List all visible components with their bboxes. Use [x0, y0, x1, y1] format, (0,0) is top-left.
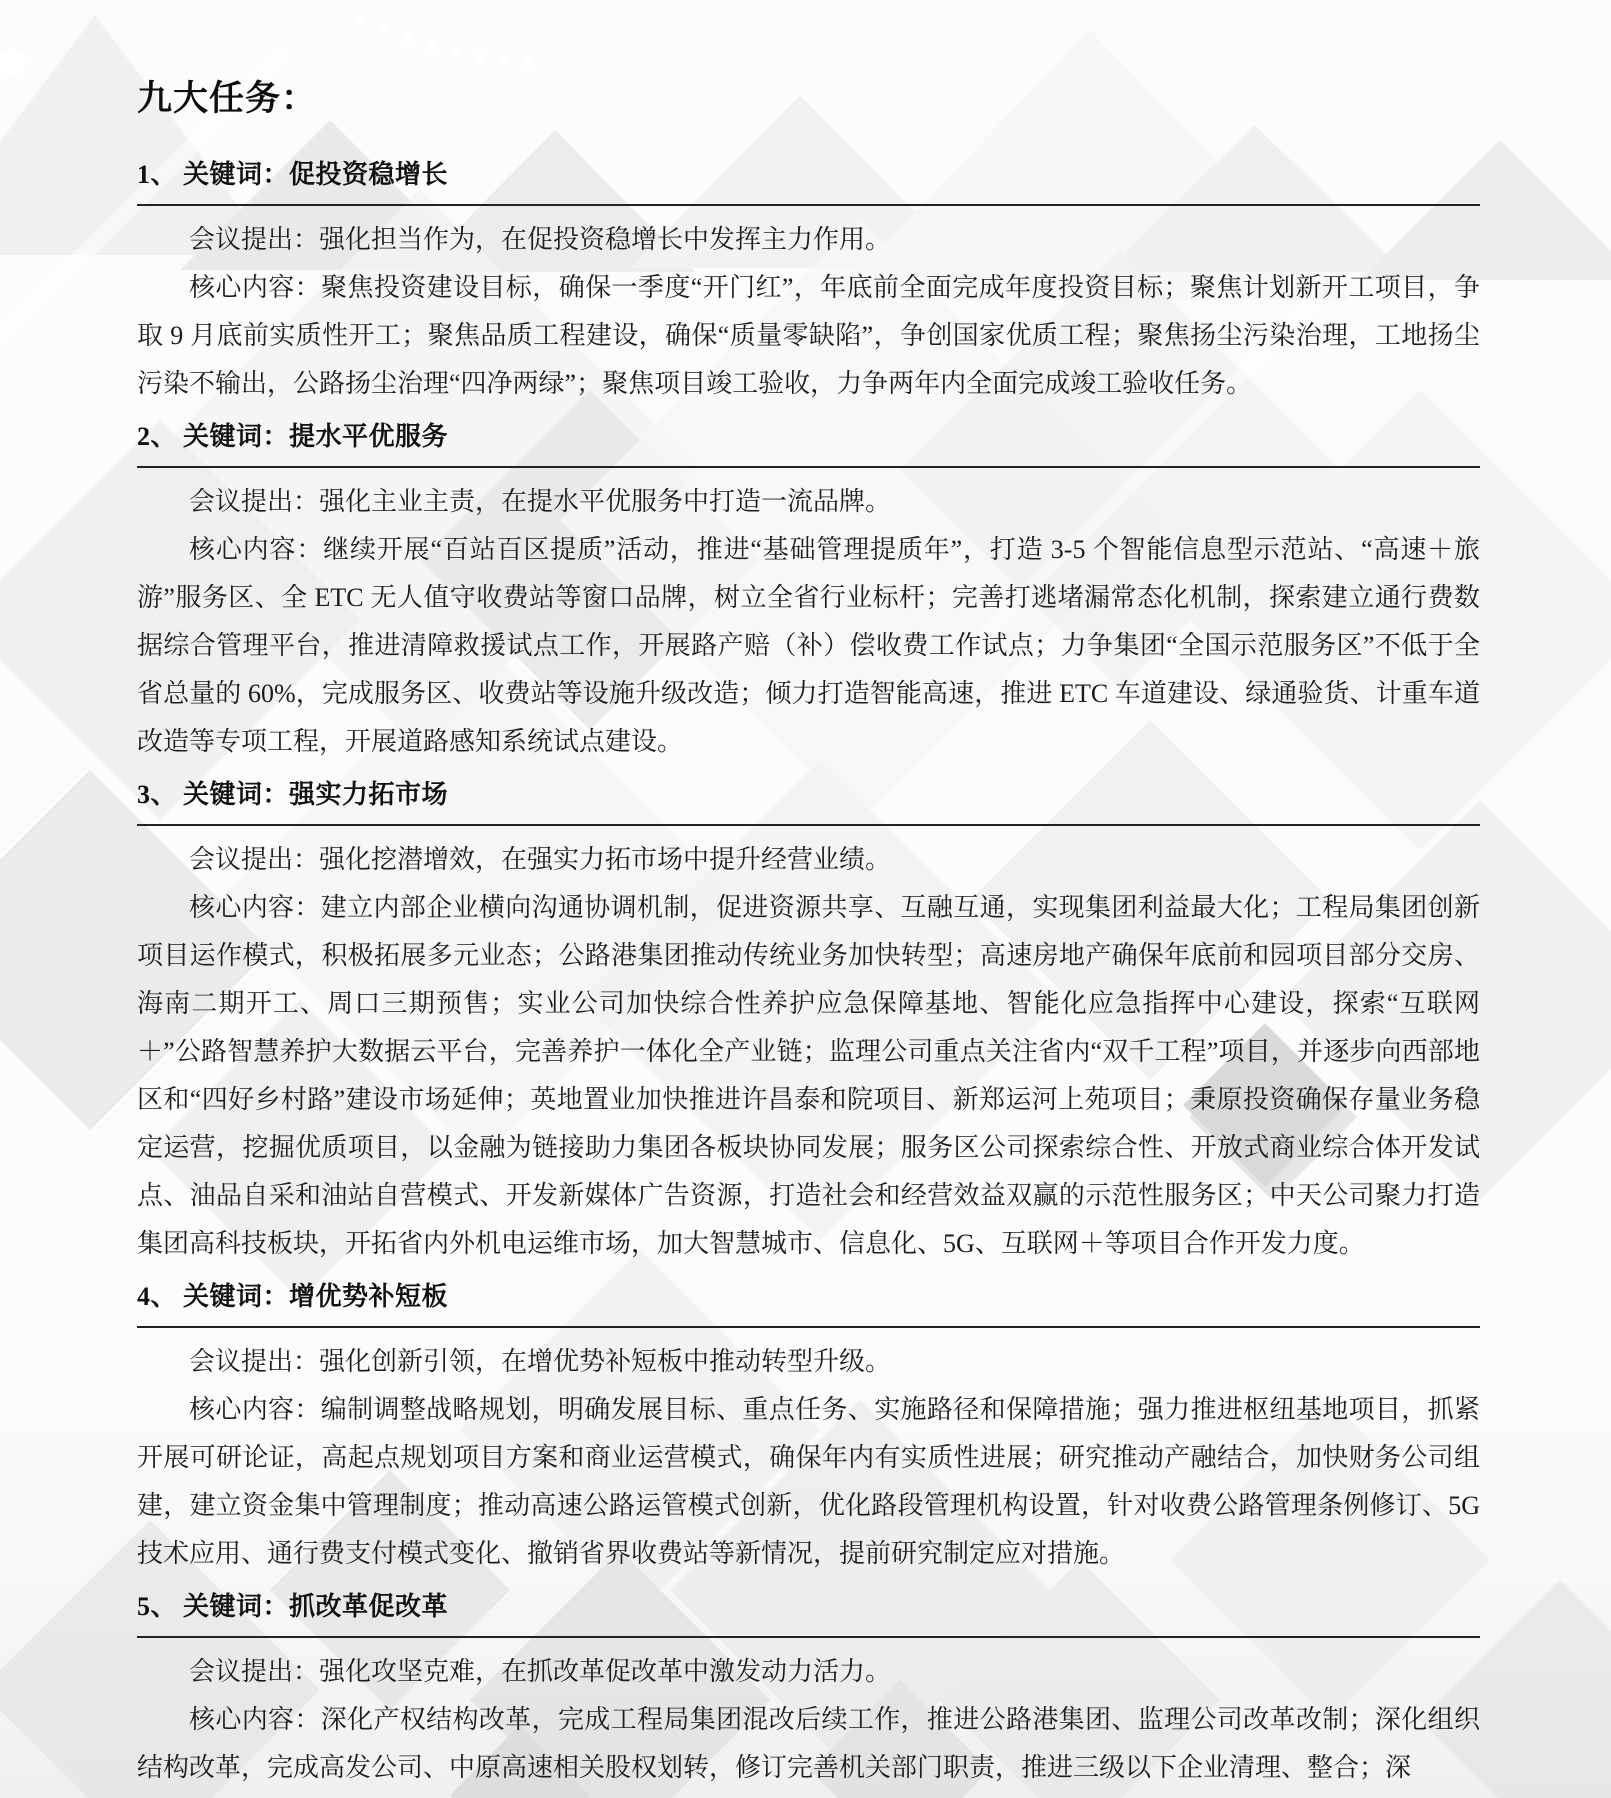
- section-5-proposal: 会议提出：强化攻坚克难，在抓改革促改革中激发动力活力。: [189, 1657, 892, 1686]
- task-section-2: [137, 420, 1480, 766]
- section-1-heading: [137, 158, 1480, 206]
- section-4-proposal: 会议提出：强化创新引领，在增优势补短板中推动转型升级。: [189, 1347, 892, 1376]
- section-1-proposal: 会议提出：强化担当作为，在促投资稳增长中发挥主力作用。: [189, 225, 892, 254]
- section-1-number: 1、: [137, 160, 178, 189]
- section-3-number: 3、: [137, 780, 178, 809]
- section-2-heading: [137, 420, 1480, 468]
- document-content: [137, 80, 1480, 1792]
- task-section-4: [137, 1280, 1480, 1578]
- section-3-heading: [137, 778, 1480, 826]
- section-4-keyword: 关键词：增优势补短板: [183, 1282, 449, 1311]
- section-2-keyword: 关键词：提水平优服务: [183, 422, 449, 451]
- section-2-number: 2、: [137, 422, 178, 451]
- section-4-heading: [137, 1280, 1480, 1328]
- section-5-heading: [137, 1590, 1480, 1638]
- section-5-keyword: 关键词：抓改革促改革: [183, 1592, 449, 1621]
- section-1-content: 核心内容：聚焦投资建设目标，确保一季度“开门红”，年底前全面完成年度投资目标；聚焦计划新开工项目，争取 9 月底前实质性开工；聚焦品质工程建设，确保“质量零缺陷”，争创国家优质工程；聚焦扬尘污染治理，工地扬尘污染不输出，公路扬尘治理“四净两绿”；聚焦项目竣工验收，力争两年内全面完成竣工验收任务。: [137, 273, 1480, 398]
- section-4-number: 4、: [137, 1282, 178, 1311]
- task-section-5: [137, 1590, 1480, 1792]
- section-3-content: 核心内容：建立内部企业横向沟通协调机制，促进资源共享、互融互通，实现集团利益最大化；工程局集团创新项目运作模式，积极拓展多元业态；公路港集团推动传统业务加快转型；高速房地产确保年底前和园项目部分交房、海南二期开工、周口三期预售；实业公司加快综合性养护应急保障基地、智能化应急指挥中心建设，探索“互联网＋”公路智慧养护大数据云平台，完善养护一体化全产业链；监理公司重点关注省内“双千工程”项目，并逐步向西部地区和“四好乡村路”建设市场延伸；英地置业加快推进许昌泰和院项目、新郑运河上苑项目；秉原投资确保存量业务稳定运营，挖掘优质项目，以金融为链接助力集团各板块协同发展；服务区公司探索综合性、开放式商业综合体开发试点、油品自采和油站自营模式、开发新媒体广告资源，打造社会和经营效益双赢的示范性服务区；中天公司聚力打造集团高科技板块，开拓省内外机电运维市场，加大智慧城市、信息化、5G、互联网＋等项目合作开发力度。: [137, 893, 1480, 1258]
- section-4-content: 核心内容：编制调整战略规划，明确发展目标、重点任务、实施路径和保障措施；强力推进枢纽基地项目，抓紧开展可研论证，高起点规划项目方案和商业运营模式，确保年内有实质性进展；研究推动产融结合，加快财务公司组建，建立资金集中管理制度；推动高速公路运管模式创新，优化路段管理机构设置，针对收费公路管理条例修订、5G 技术应用、通行费支付模式变化、撤销省界收费站等新情况，提前研究制定应对措施。: [137, 1395, 1480, 1568]
- section-2-content: 核心内容：继续开展“百站百区提质”活动，推进“基础管理提质年”，打造 3-5 个智能信息型示范站、“高速＋旅游”服务区、全 ETC 无人值守收费站等窗口品牌，树立全省行业标杆；完善打逃堵漏常态化机制，探索建立通行费数据综合管理平台，推进清障救援试点工作，开展路产赔（补）偿收费工作试点；力争集团“全国示范服务区”不低于全省总量的 60%，完成服务区、收费站等设施升级改造；倾力打造智能高速，推进 ETC 车道建设、绿通验货、计重车道改造等专项工程，开展道路感知系统试点建设。: [137, 535, 1480, 756]
- section-5-number: 5、: [137, 1592, 178, 1621]
- section-5-content: 核心内容：深化产权结构改革，完成工程局集团混改后续工作，推进公路港集团、监理公司改革改制；深化组织结构改革，完成高发公司、中原高速相关股权划转，修订完善机关部门职责，推进三级以下企业清理、整合；深: [137, 1705, 1480, 1782]
- section-3-proposal: 会议提出：强化挖潜增效，在强实力拓市场中提升经营业绩。: [189, 845, 892, 874]
- task-section-1: [137, 158, 1480, 408]
- section-3-keyword: 关键词：强实力拓市场: [183, 780, 449, 809]
- page-title: 九大任务：: [137, 79, 318, 118]
- section-1-keyword: 关键词：促投资稳增长: [183, 160, 449, 189]
- task-section-3: [137, 778, 1480, 1268]
- section-2-proposal: 会议提出：强化主业主责，在提水平优服务中打造一流品牌。: [189, 487, 892, 516]
